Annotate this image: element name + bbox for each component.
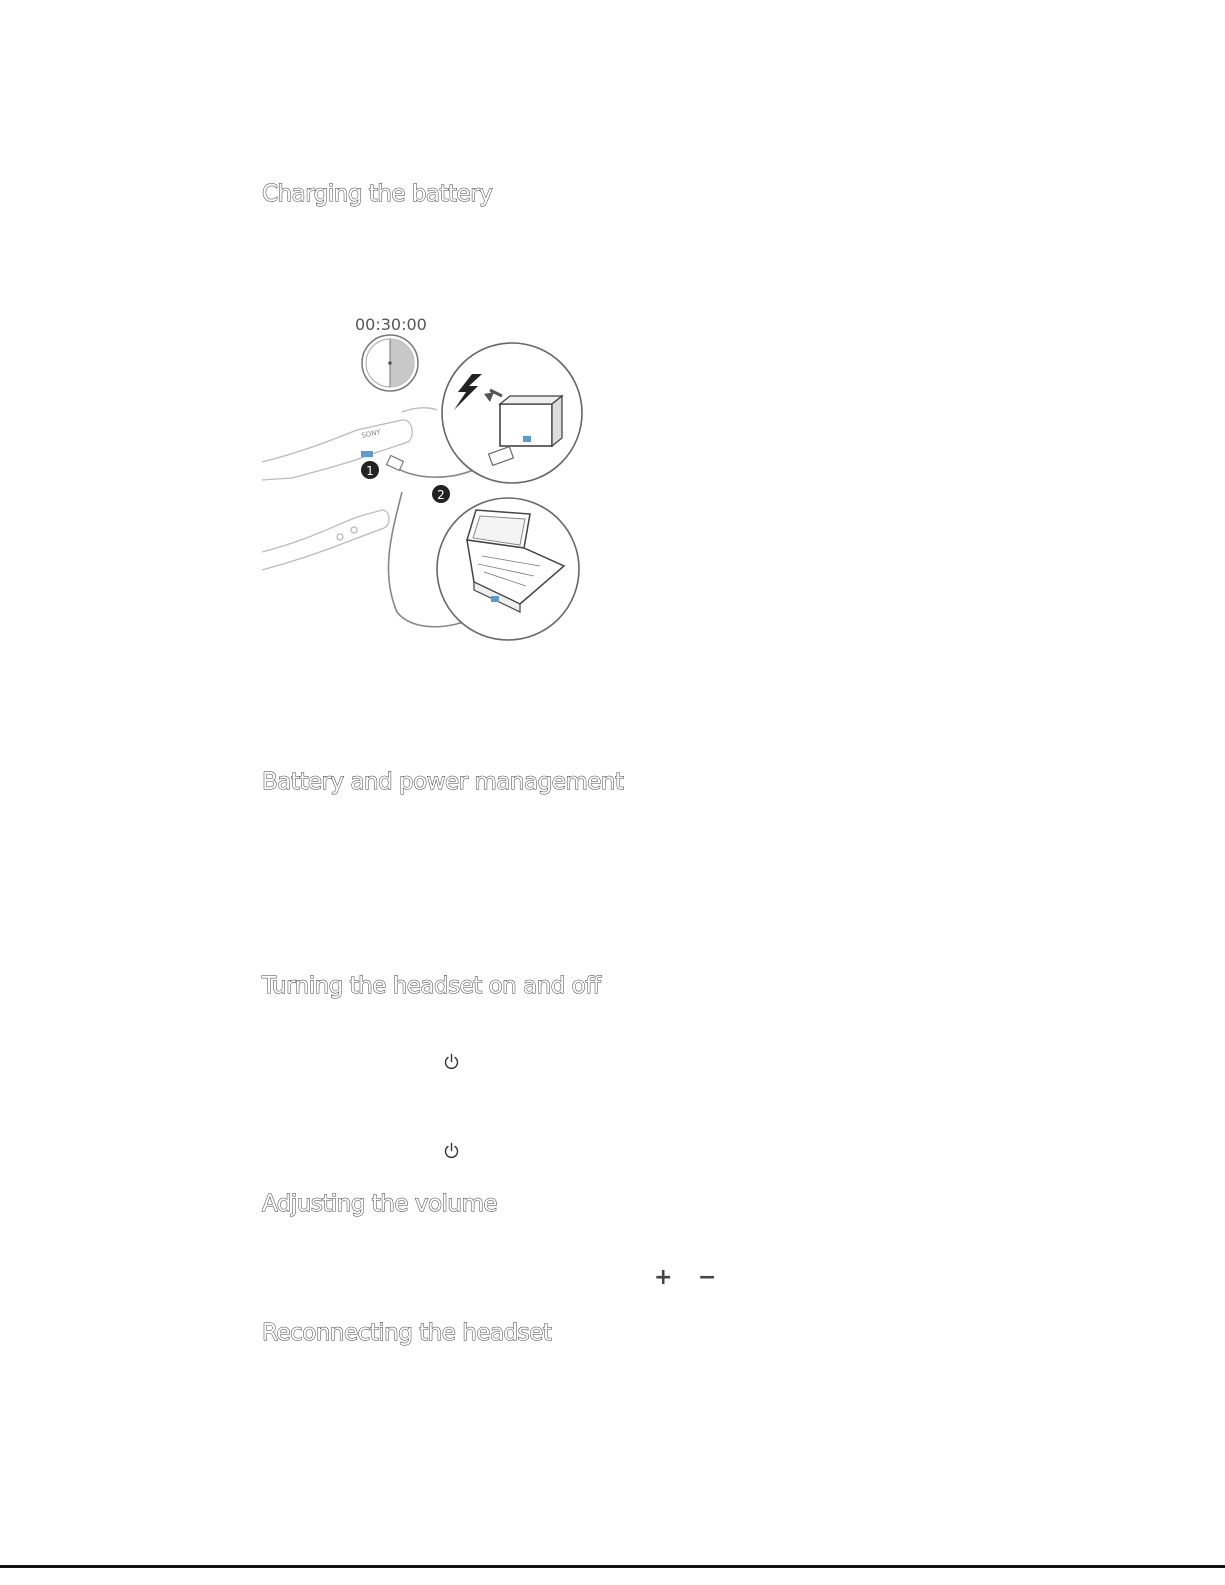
- svg-text:SONY: SONY: [360, 428, 382, 440]
- charging-illustration: [262, 312, 587, 647]
- power-icon: [443, 1053, 460, 1074]
- section-heading-battery: Battery and power management: [262, 769, 624, 795]
- wall-charger-illustration: [442, 343, 582, 483]
- headset-illustration: [262, 408, 437, 570]
- svg-text:2: 2: [437, 488, 445, 502]
- timer-label: 00:30:00: [355, 315, 427, 334]
- callout-2: [432, 485, 450, 503]
- volume-up-icon: +: [654, 1265, 673, 1290]
- stopwatch-icon: [362, 335, 418, 391]
- section-heading-volume: Adjusting the volume: [262, 1191, 498, 1217]
- page-footer-rule: [0, 1565, 1225, 1568]
- volume-down-icon: −: [698, 1265, 717, 1290]
- svg-text:1: 1: [366, 464, 374, 478]
- callout-1: [361, 461, 379, 479]
- section-heading-charging: Charging the battery: [262, 181, 493, 207]
- power-icon: [443, 1142, 460, 1163]
- usb-port: [361, 451, 373, 457]
- section-heading-reconnect: Reconnecting the headset: [262, 1320, 552, 1346]
- section-heading-turning: Turning the headset on and off: [262, 973, 601, 999]
- laptop-illustration: [437, 498, 579, 640]
